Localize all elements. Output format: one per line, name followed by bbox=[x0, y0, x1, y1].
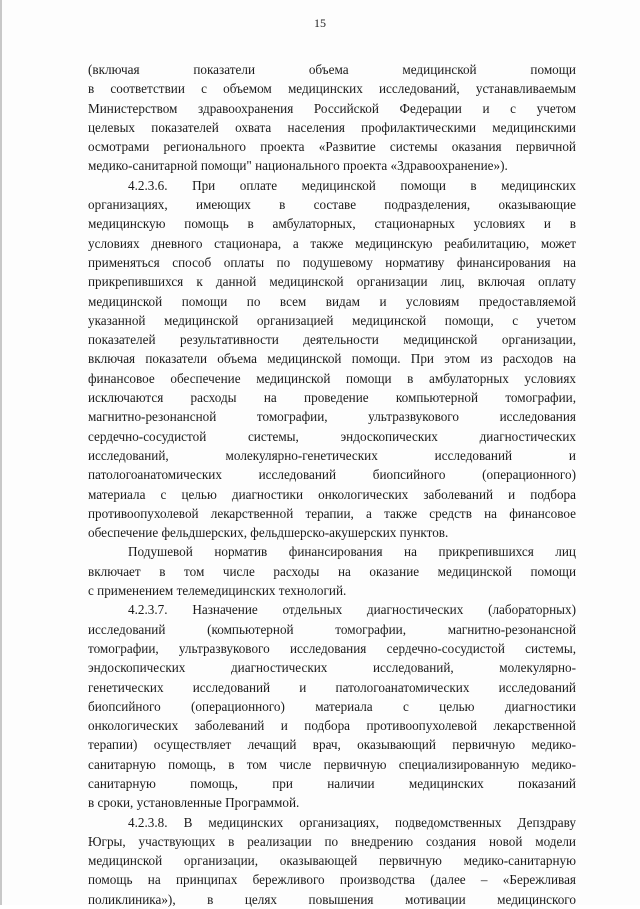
text-line: терапии) осуществляет лечащий врач, оказывающий первичную медико- bbox=[88, 737, 576, 753]
text-line: санитарную помощь, при наличии медицинских показаний bbox=[88, 775, 576, 791]
document-body bbox=[88, 60, 576, 909]
text-line: условиях дневного стационара, а также медицинскую реабилитацию, может bbox=[88, 235, 576, 251]
text-line: финансовое обеспечение медицинской помощи в амбулаторных условиях bbox=[88, 370, 576, 386]
text-line: 4.2.3.8. В медицинских организациях, подведомственных Депздраву bbox=[128, 814, 576, 830]
text-line: осмотрами регионального проекта «Развитие системы оказания первичной bbox=[88, 139, 576, 155]
text-line: биопсийного (операционного) материала с целью диагностики bbox=[88, 698, 576, 714]
text-line: исследований, молекулярно-генетических исследований и bbox=[88, 447, 576, 463]
text-line: указанной медицинской организацией медицинской помощи, с учетом bbox=[88, 312, 576, 328]
text-line: поликлиника»), в целях повышения мотивации медицинского bbox=[88, 891, 576, 907]
text-line: онкологических заболеваний и подбора противоопухолевой лекарственной bbox=[88, 718, 576, 734]
text-line: Подушевой норматив финансирования на прикрепившихся лиц bbox=[128, 544, 576, 560]
text-line: медицинской помощи по всем видам и условиям предоставляемой bbox=[88, 293, 576, 309]
text-line: Министерством здравоохранения Российской Федерации и с учетом bbox=[88, 100, 576, 116]
text-line: включая показатели объема медицинской помощи. При этом из расходов на bbox=[88, 351, 576, 367]
text-line: 4.2.3.6. При оплате медицинской помощи в медицинских bbox=[128, 177, 576, 193]
text-line: санитарную помощь, в том числе первичную специализированную медико- bbox=[88, 756, 576, 772]
text-line: организациях, имеющих в составе подразделения, оказывающие bbox=[88, 197, 576, 213]
text-line: с применением телемедицинских технологий. bbox=[88, 583, 347, 599]
text-line: магнитно-резонансной томографии, ультразвукового исследования bbox=[88, 409, 576, 425]
text-line: томографии, ультразвукового исследования сердечно-сосудистой системы, bbox=[88, 640, 576, 656]
text-line: медицинской организации, оказывающей первичную медико-санитарную bbox=[88, 853, 576, 869]
text-line: (включая показатели объема медицинской помощи bbox=[88, 62, 576, 77]
text-line: применяться способ оплаты по подушевому нормативу финансирования на bbox=[88, 254, 576, 270]
text-line: помощь на принципах бережливого производства (далее – «Бережливая bbox=[88, 872, 576, 888]
text-line: 4.2.3.7. Назначение отдельных диагностических (лабораторных) bbox=[128, 602, 576, 618]
text-line: противоопухолевой лекарственной терапии, а также средств на финансовое bbox=[88, 505, 576, 521]
text-line: эндоскопических диагностических исследований, молекулярно- bbox=[88, 660, 576, 676]
text-line: исследований (компьютерной томографии, магнитно-резонансной bbox=[88, 621, 576, 637]
text-line: обеспечение фельдшерских, фельдшерско-акушерских пунктов. bbox=[88, 525, 449, 541]
text-line: целевых показателей охвата населения профилактическими медицинскими bbox=[88, 119, 576, 135]
text-line: генетических исследований и патологоанатомических исследований bbox=[88, 679, 576, 695]
page-number: 15 bbox=[314, 16, 326, 30]
text-line: медико-санитарной помощи" национального проекта «Здравоохранение»). bbox=[88, 158, 508, 174]
text-line: материала с целью диагностики онкологических заболеваний и подбора bbox=[88, 486, 576, 502]
text-line: прикрепившихся к данной медицинской организации лиц, включая оплату bbox=[88, 274, 576, 290]
text-line: исключаются расходы на проведение компьютерной томографии, bbox=[88, 390, 576, 406]
text-line: в сроки, установленные Программой. bbox=[88, 795, 300, 811]
text-line: показателей результативности деятельности медицинской организации, bbox=[88, 332, 576, 348]
text-line: включает в том числе расходы на оказание медицинской помощи bbox=[88, 563, 576, 579]
text-line: патологоанатомических исследований биопсийного (операционного) bbox=[88, 467, 576, 483]
text-line: Югры, участвующих в реализации по внедрению создания новой модели bbox=[88, 833, 576, 849]
text-line: сердечно-сосудистой системы, эндоскопических диагностических bbox=[88, 428, 576, 444]
text-line: медицинскую помощь в амбулаторных, стационарных условиях и в bbox=[88, 216, 576, 232]
text-line: в соответствии с объемом медицинских исследований, устанавливаемым bbox=[88, 81, 576, 97]
